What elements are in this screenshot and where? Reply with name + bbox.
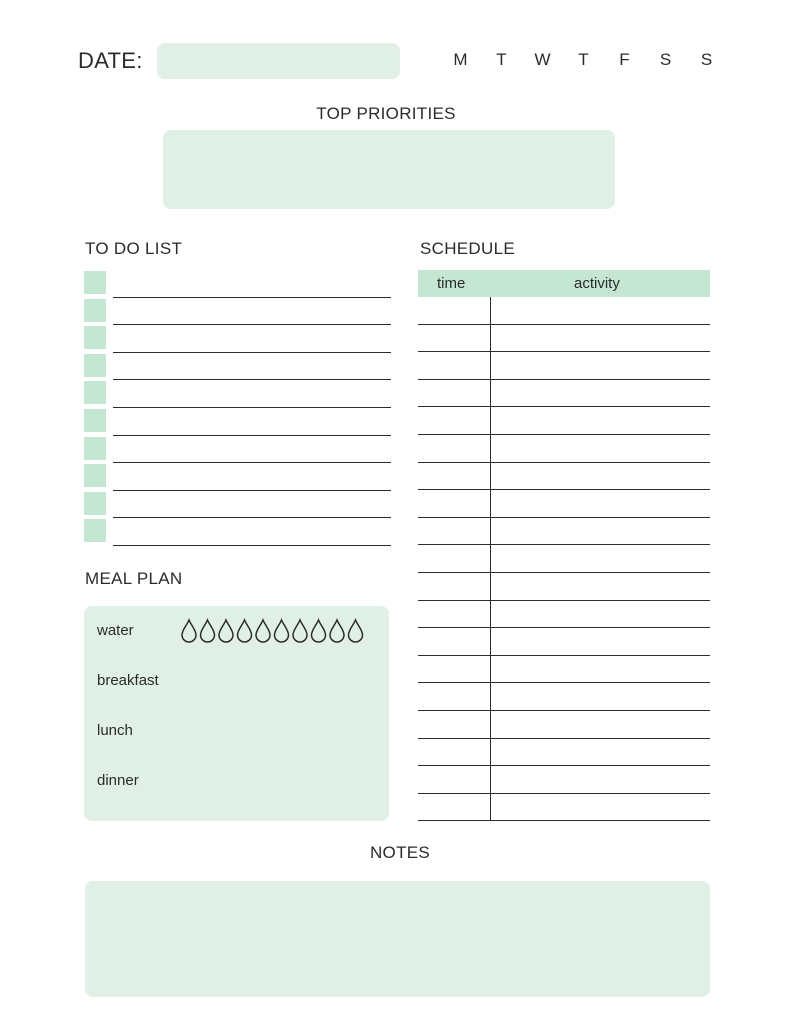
- todo-checkbox[interactable]: [84, 464, 106, 487]
- todo-checkbox[interactable]: [84, 519, 106, 542]
- top-priorities-title: TOP PRIORITIES: [316, 104, 456, 123]
- schedule-row[interactable]: [418, 655, 710, 656]
- todo-row: [84, 518, 391, 546]
- weekday-0[interactable]: M: [453, 50, 468, 69]
- todo-row: [84, 353, 391, 381]
- schedule-row[interactable]: [418, 682, 710, 683]
- weekday-3[interactable]: T: [578, 50, 589, 69]
- todo-list-title: TO DO LIST: [85, 239, 183, 258]
- weekday-5[interactable]: S: [659, 50, 672, 69]
- schedule-row[interactable]: [418, 600, 710, 601]
- schedule-row[interactable]: [418, 572, 710, 573]
- schedule-table: [418, 270, 710, 821]
- schedule-time-header: time: [437, 275, 466, 292]
- schedule-row[interactable]: [418, 517, 710, 518]
- todo-list: [84, 270, 391, 546]
- schedule-row[interactable]: [418, 324, 710, 325]
- meal-plan-box: [84, 606, 389, 821]
- water-drop-icon[interactable]: [330, 620, 344, 642]
- schedule-row[interactable]: [418, 351, 710, 352]
- water-tracker: [180, 618, 365, 649]
- schedule-row[interactable]: [418, 738, 710, 739]
- schedule-row[interactable]: [418, 793, 710, 794]
- date-field[interactable]: [157, 43, 400, 79]
- water-label: water: [97, 622, 134, 639]
- todo-checkbox[interactable]: [84, 492, 106, 515]
- schedule-column-divider: [490, 297, 491, 821]
- todo-line[interactable]: [113, 545, 391, 546]
- weekday-6[interactable]: S: [700, 50, 713, 69]
- todo-row: [84, 380, 391, 408]
- water-drop-icon[interactable]: [219, 620, 233, 642]
- notes-box[interactable]: [85, 881, 710, 997]
- dinner-label: dinner: [97, 772, 139, 789]
- todo-checkbox[interactable]: [84, 409, 106, 432]
- todo-checkbox[interactable]: [84, 354, 106, 377]
- schedule-row[interactable]: [418, 544, 710, 545]
- todo-checkbox[interactable]: [84, 271, 106, 294]
- todo-checkbox[interactable]: [84, 437, 106, 460]
- schedule-row[interactable]: [418, 489, 710, 490]
- todo-checkbox[interactable]: [84, 299, 106, 322]
- top-priorities-box[interactable]: [163, 130, 615, 209]
- weekday-1[interactable]: T: [496, 50, 507, 69]
- schedule-row[interactable]: [418, 406, 710, 407]
- schedule-header: [418, 270, 710, 297]
- water-drop-icon[interactable]: [312, 620, 326, 642]
- schedule-row[interactable]: [418, 434, 710, 435]
- todo-row: [84, 436, 391, 464]
- todo-row: [84, 491, 391, 519]
- schedule-row[interactable]: [418, 462, 710, 463]
- schedule-activity-header: activity: [574, 275, 620, 292]
- schedule-row[interactable]: [418, 379, 710, 380]
- date-label: DATE:: [78, 48, 143, 73]
- todo-row: [84, 325, 391, 353]
- water-drop-icon[interactable]: [293, 620, 307, 642]
- water-drop-icon[interactable]: [238, 620, 252, 642]
- notes-title: NOTES: [369, 843, 431, 862]
- weekday-selector: [440, 50, 727, 70]
- water-drop-icon[interactable]: [349, 620, 363, 642]
- breakfast-label: breakfast: [97, 672, 159, 689]
- todo-row: [84, 463, 391, 491]
- water-drop-icon[interactable]: [182, 620, 196, 642]
- todo-row: [84, 270, 391, 298]
- water-drops-svg: [180, 618, 365, 644]
- schedule-title: SCHEDULE: [420, 239, 515, 258]
- meal-plan-title: MEAL PLAN: [85, 569, 183, 588]
- todo-checkbox[interactable]: [84, 326, 106, 349]
- schedule-row[interactable]: [418, 710, 710, 711]
- todo-checkbox[interactable]: [84, 381, 106, 404]
- water-drop-icon[interactable]: [256, 620, 270, 642]
- weekday-4[interactable]: F: [619, 50, 630, 69]
- schedule-row[interactable]: [418, 765, 710, 766]
- schedule-row[interactable]: [418, 820, 710, 821]
- water-drop-icon[interactable]: [201, 620, 215, 642]
- weekday-2[interactable]: W: [534, 50, 551, 69]
- schedule-row[interactable]: [418, 627, 710, 628]
- water-drop-icon[interactable]: [275, 620, 289, 642]
- todo-row: [84, 298, 391, 326]
- lunch-label: lunch: [97, 722, 133, 739]
- todo-row: [84, 408, 391, 436]
